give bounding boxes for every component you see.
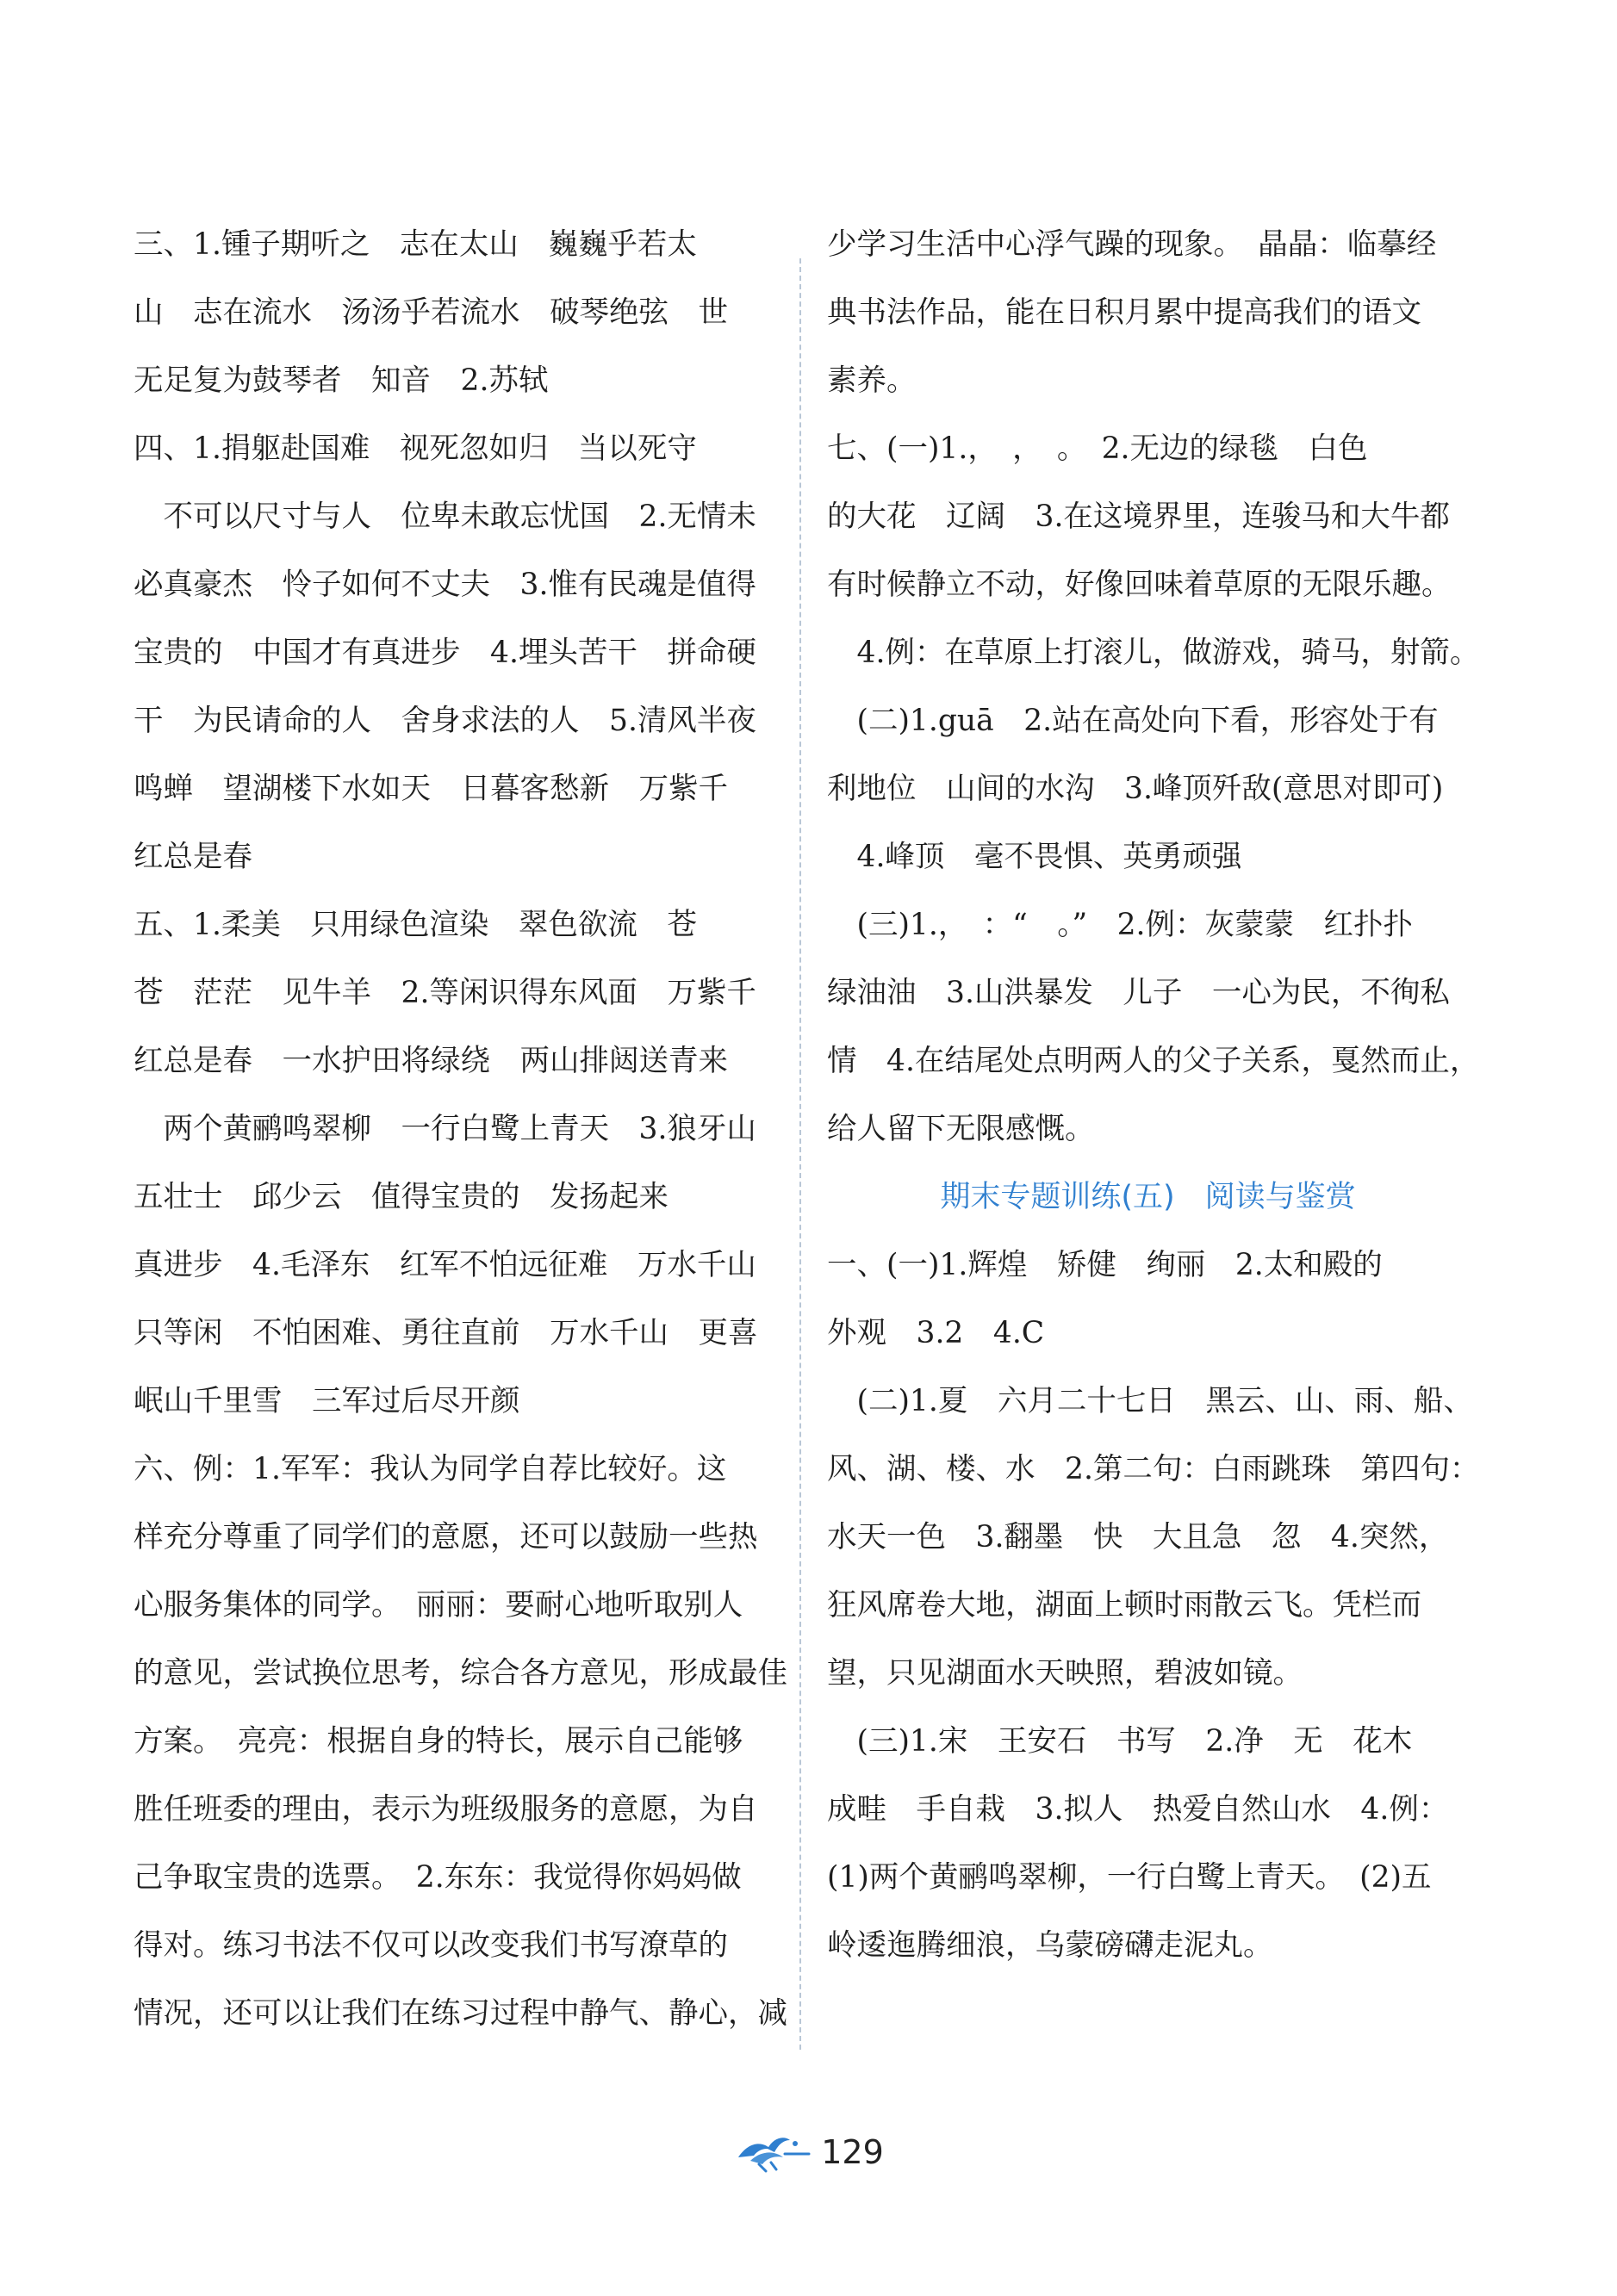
text-line: 样充分尊重了同学们的意愿，还可以鼓励一些热 bbox=[134, 1520, 758, 1554]
text-line: 六、例：1.军军：我认为同学自荐比较好。这 bbox=[134, 1452, 727, 1486]
text-line: 一、(一)1.辉煌 矫健 绚丽 2.太和殿的 bbox=[827, 1248, 1383, 1282]
text-line: 狂风席卷大地，湖面上顿时雨散云飞。凭栏而 bbox=[827, 1588, 1421, 1623]
text-line: 鸣蝉 望湖楼下水如天 日暮客愁新 万紫千 bbox=[134, 772, 728, 806]
text-line: 利地位 山间的水沟 3.峰顶歼敌(意思对即可) bbox=[827, 772, 1444, 806]
text-line: 只等闲 不怕困难、勇往直前 万水千山 更喜 bbox=[134, 1316, 758, 1350]
page-number: 129 bbox=[821, 2133, 884, 2171]
text-line: 心服务集体的同学。 丽丽：要耐心地听取别人 bbox=[134, 1588, 743, 1623]
text-line: (二)1.夏 六月二十七日 黑云、山、雨、船、 bbox=[827, 1384, 1473, 1418]
text-line: (1)两个黄鹂鸣翠柳，一行白鹭上青天。 (2)五 bbox=[827, 1860, 1432, 1895]
text-line: 岭逶迤腾细浪，乌蒙磅礴走泥丸。 bbox=[827, 1928, 1273, 1963]
text-line: 有时候静立不动，好像回味着草原的无限乐趣。 bbox=[827, 568, 1452, 602]
text-line: 情况，还可以让我们在练习过程中静气、静心，减 bbox=[134, 1996, 787, 2031]
text-line: (三)1.宋 王安石 书写 2.净 无 花木 bbox=[827, 1724, 1413, 1759]
text-line: 两个黄鹂鸣翠柳 一行白鹭上青天 3.狼牙山 bbox=[134, 1112, 756, 1146]
text-line: 三、1.锺子期听之 志在太山 巍巍乎若太 bbox=[134, 227, 697, 262]
text-line: 五、1.柔美 只用绿色渲染 翠色欲流 苍 bbox=[134, 908, 697, 942]
text-line: 己争取宝贵的选票。 2.东东：我觉得你妈妈做 bbox=[134, 1860, 742, 1895]
text-line: 四、1.捐躯赴国难 视死忽如归 当以死守 bbox=[134, 431, 697, 466]
text-line: 不可以尺寸与人 位卑未敢忘忧国 2.无情未 bbox=[134, 500, 756, 534]
text-line: 岷山千里雪 三军过后尽开颜 bbox=[134, 1384, 520, 1418]
text-line: 宝贵的 中国才有真进步 4.埋头苦干 拼命硬 bbox=[134, 636, 756, 670]
text-line: 山 志在流水 汤汤乎若流水 破琴绝弦 世 bbox=[134, 295, 728, 330]
text-line: (三)1.， ：“ 。” 2.例：灰蒙蒙 红扑扑 bbox=[827, 908, 1414, 942]
text-line: 的意见，尝试换位思考，综合各方意见，形成最佳 bbox=[134, 1656, 787, 1691]
right-column bbox=[827, 211, 1480, 1980]
text-line: 素养。 bbox=[827, 363, 917, 398]
text-line: 胜任班委的理由，表示为班级服务的意愿，为自 bbox=[134, 1792, 758, 1827]
text-line: 外观 3.2 4.C bbox=[827, 1316, 1045, 1350]
text-line: 水天一色 3.翻墨 快 大且急 忽 4.突然， bbox=[827, 1520, 1449, 1554]
text-line: 无足复为鼓琴者 知音 2.苏轼 bbox=[134, 363, 549, 398]
text-line: 得对。练习书法不仅可以改变我们书写潦草的 bbox=[134, 1928, 728, 1963]
text-line: 红总是春 一水护田将绿绕 两山排闼送青来 bbox=[134, 1044, 728, 1078]
text-line: 少学习生活中心浮气躁的现象。 晶晶：临摹经 bbox=[827, 227, 1437, 262]
text-line: 干 为民请命的人 舍身求法的人 5.清风半夜 bbox=[134, 704, 756, 738]
page-footer bbox=[0, 2132, 1617, 2173]
text-line: 绿油油 3.山洪暴发 儿子 一心为民，不徇私 bbox=[827, 976, 1450, 1010]
text-line: 五壮士 邱少云 值得宝贵的 发扬起来 bbox=[134, 1180, 669, 1214]
right-column-lower bbox=[827, 1232, 1480, 1980]
text-line: 典书法作品，能在日积月累中提高我们的语文 bbox=[827, 295, 1421, 330]
text-line: 望，只见湖面水天映照，碧波如镜。 bbox=[827, 1656, 1303, 1691]
text-line: 的大花 辽阔 3.在这境界里，连骏马和大牛都 bbox=[827, 500, 1450, 534]
text-line: 方案。 亮亮：根据自身的特长，展示自己能够 bbox=[134, 1724, 743, 1759]
text-line: 4.峰顶 毫不畏惧、英勇顽强 bbox=[827, 840, 1242, 874]
text-line: 红总是春 bbox=[134, 840, 252, 874]
text-line: 必真豪杰 怜子如何不丈夫 3.惟有民魂是值得 bbox=[134, 568, 756, 602]
text-line: (二)1.guā 2.站在高处向下看，形容处于有 bbox=[827, 704, 1439, 738]
section-title: 期末专题训练(五) 阅读与鉴赏 bbox=[940, 1180, 1356, 1214]
text-line: 情 4.在结尾处点明两人的父子关系，戛然而止， bbox=[827, 1044, 1480, 1078]
left-column bbox=[134, 211, 787, 2048]
text-line: 真进步 4.毛泽东 红军不怕远征难 万水千山 bbox=[134, 1248, 756, 1282]
text-line: 4.例：在草原上打滚儿，做游戏，骑马，射箭。 bbox=[827, 636, 1480, 670]
bird-ornament-icon bbox=[733, 2132, 811, 2173]
text-line: 苍 茫茫 见牛羊 2.等闲识得东风面 万紫千 bbox=[134, 976, 756, 1010]
text-line: 给人留下无限感慨。 bbox=[827, 1112, 1095, 1146]
text-line: 风、湖、楼、水 2.第二句：白雨跳珠 第四句： bbox=[827, 1452, 1480, 1486]
text-line: 成畦 手自栽 3.拟人 热爱自然山水 4.例： bbox=[827, 1792, 1449, 1827]
column-divider bbox=[799, 258, 801, 2050]
text-line: 七、(一)1.， ， 。 2.无边的绿毯 白色 bbox=[827, 431, 1368, 466]
right-column-upper bbox=[827, 211, 1480, 1164]
